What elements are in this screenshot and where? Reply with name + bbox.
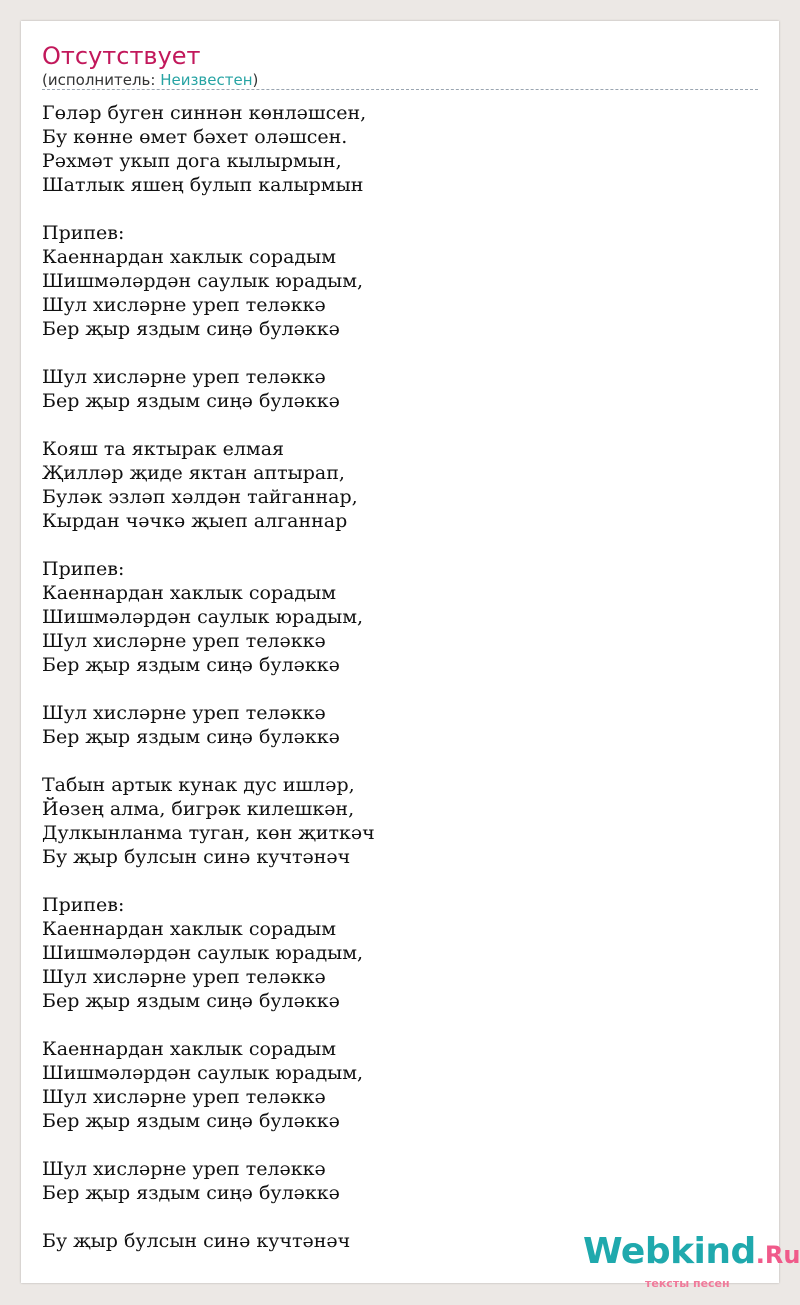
- lyrics-stanza: [42, 773, 758, 869]
- lyrics-line: Кырдан чәчкә җыеп алганнар: [42, 510, 348, 532]
- lyrics-stanza: [42, 101, 758, 197]
- lyrics-stanza: [42, 1157, 758, 1205]
- logo-tld-text: .Ru: [755, 1241, 800, 1269]
- lyrics-line: Бер җыр яздым сиңә буләккә: [42, 990, 340, 1012]
- logo-main-text: Webkind: [583, 1231, 756, 1272]
- artist-suffix: ): [252, 71, 259, 89]
- site-logo[interactable]: [583, 1231, 800, 1290]
- lyrics-line: Бу җыр булсын синә кучтәнәч: [42, 1230, 351, 1252]
- lyrics-line: Бер җыр яздым сиңә буләккә: [42, 1110, 340, 1132]
- lyrics-line: Бер җыр яздым сиңә буләккә: [42, 390, 340, 412]
- lyrics-stanza: [42, 893, 758, 1013]
- logo-tagline: тексты песен: [645, 1277, 730, 1290]
- lyrics-line: Каеннардан хаклык сорадым: [42, 1038, 337, 1060]
- lyrics-stanza: [42, 557, 758, 677]
- lyrics-line: Җилләр җиде яктан аптырап,: [42, 462, 345, 484]
- lyrics-line: Бер җыр яздым сиңә буләккә: [42, 654, 340, 676]
- header-divider: [42, 89, 758, 90]
- lyrics-line: Рәхмәт укып дога кылырмын,: [42, 150, 342, 172]
- lyrics-line: Табын артык кунак дус ишләр,: [42, 774, 355, 796]
- lyrics-line: Шишмәләрдән саулык юрадым,: [42, 942, 364, 964]
- lyrics-line: Шул хисләрне уреп теләккә: [42, 1086, 326, 1108]
- lyrics-line: Шул хисләрне уреп теләккә: [42, 1158, 326, 1180]
- lyrics-line: Шул хисләрне уреп теләккә: [42, 702, 326, 724]
- lyrics-line: Шул хисләрне уреп теләккә: [42, 966, 326, 988]
- lyrics-body: [42, 101, 758, 1277]
- lyrics-line: Дулкынланма туган, көн җиткәч: [42, 822, 375, 844]
- lyrics-line: Бер җыр яздым сиңә буләккә: [42, 1182, 340, 1204]
- lyrics-line: Шул хисләрне уреп теләккә: [42, 366, 326, 388]
- lyrics-line: Припев:: [42, 894, 125, 916]
- lyrics-line: Шул хисләрне уреп теләккә: [42, 630, 326, 652]
- lyrics-line: Бер җыр яздым сиңә буләккә: [42, 726, 340, 748]
- lyrics-stanza: [42, 1037, 758, 1133]
- lyrics-line: Буләк эзләп хәлдән тайганнар,: [42, 486, 358, 508]
- lyrics-line: Бер җыр яздым сиңә буләккә: [42, 318, 340, 340]
- lyrics-line: Шишмәләрдән саулык юрадым,: [42, 606, 364, 628]
- lyrics-line: Шишмәләрдән саулык юрадым,: [42, 1062, 364, 1084]
- song-title: Отсутствует: [42, 42, 201, 70]
- lyrics-line: Каеннардан хаклык сорадым: [42, 582, 337, 604]
- lyrics-line: Шул хисләрне уреп теләккә: [42, 294, 326, 316]
- lyrics-line: Шатлык яшең булып калырмын: [42, 174, 364, 196]
- lyrics-stanza: [42, 221, 758, 341]
- lyrics-stanza: [42, 365, 758, 413]
- artist-line: [42, 70, 258, 90]
- lyrics-line: Бу көнне өмет бәхет оләшсен.: [42, 126, 348, 148]
- artist-prefix: (исполнитель:: [42, 71, 161, 89]
- lyrics-line: Каеннардан хаклык сорадым: [42, 246, 337, 268]
- lyrics-line: Каеннардан хаклык сорадым: [42, 918, 337, 940]
- lyrics-line: Припев:: [42, 222, 125, 244]
- lyrics-line: Припев:: [42, 558, 125, 580]
- lyrics-line: Йөзең алма, бигрәк килешкән,: [42, 798, 355, 820]
- lyrics-stanza: [42, 437, 758, 533]
- artist-link[interactable]: Неизвестен: [160, 71, 253, 89]
- lyrics-line: Шишмәләрдән саулык юрадым,: [42, 270, 364, 292]
- lyrics-card: [21, 21, 800, 1290]
- lyrics-line: Кояш та яктырак елмая: [42, 438, 285, 460]
- lyrics-line: Бу җыр булсын синә кучтәнәч: [42, 846, 351, 868]
- lyrics-stanza: [42, 701, 758, 749]
- lyrics-line: Гөләр буген синнән көнләшсен,: [42, 102, 367, 124]
